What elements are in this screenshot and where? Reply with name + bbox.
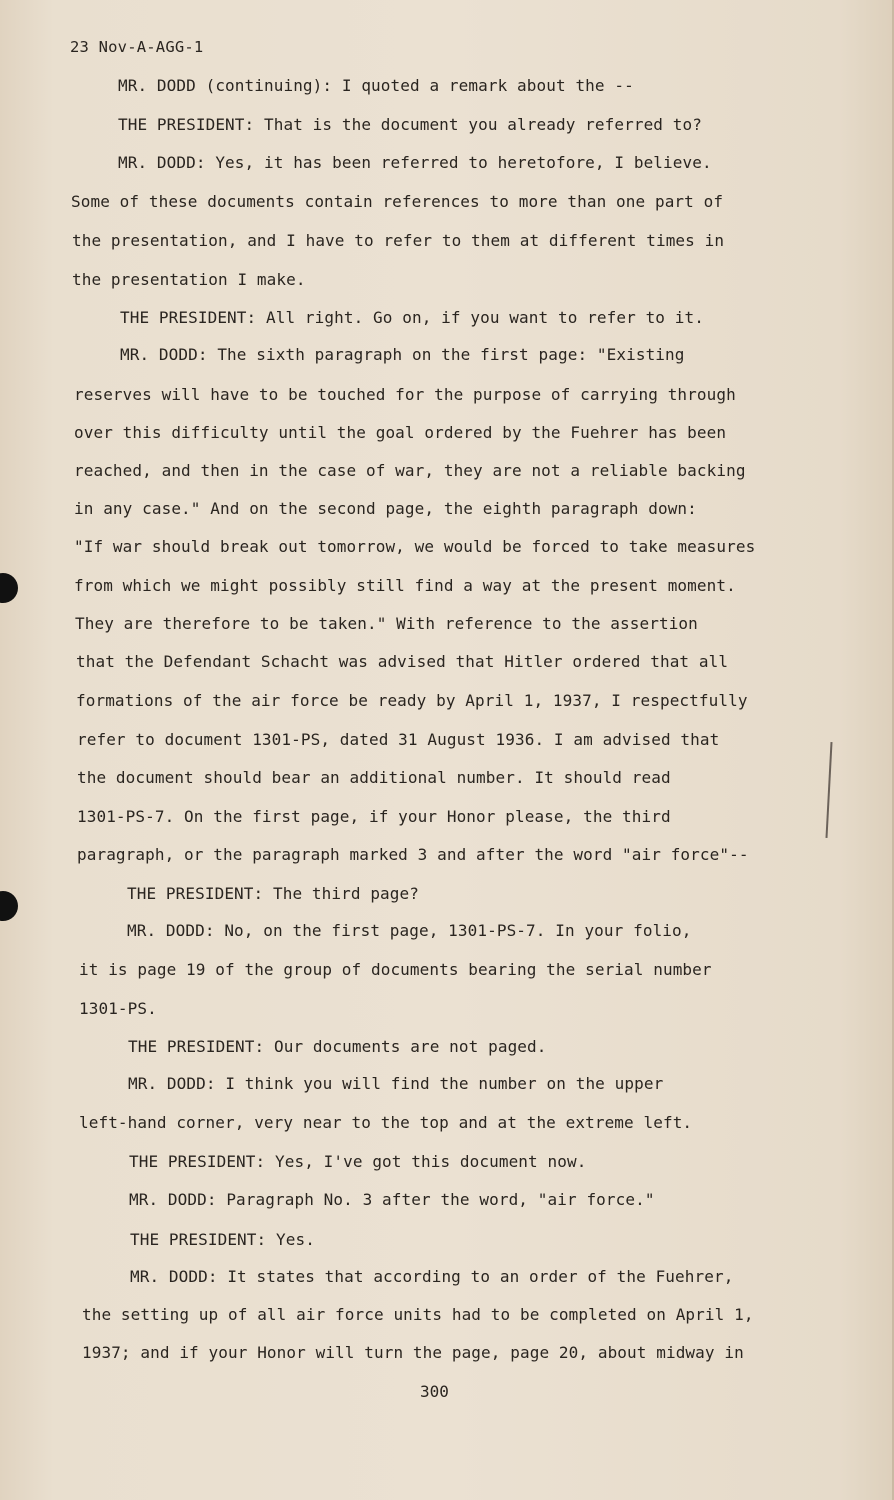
transcript-line: the setting up of all air force units had to be completed on April 1, (82, 1305, 754, 1324)
transcript-line: paragraph, or the paragraph marked 3 and after the word "air force"-- (77, 845, 749, 864)
transcript-line: They are therefore to be taken." With reference to the assertion (75, 614, 698, 633)
transcript-line: MR. DODD (continuing): I quoted a remark about the -- (118, 76, 634, 95)
transcript-line: MR. DODD: Paragraph No. 3 after the word, "air force." (129, 1190, 655, 1209)
transcript-line: MR. DODD: No, on the first page, 1301-PS-7. In your folio, (127, 921, 692, 940)
transcript-line: left-hand corner, very near to the top and at the extreme left. (79, 1113, 693, 1132)
transcript-line: THE PRESIDENT: Yes, I've got this document now. (129, 1152, 587, 1171)
transcript-line: THE PRESIDENT: That is the document you already referred to? (118, 115, 702, 134)
transcript-line: that the Defendant Schacht was advised that Hitler ordered that all (76, 652, 729, 671)
transcript-line: it is page 19 of the group of documents bearing the serial number (79, 960, 712, 979)
transcript-line: reached, and then in the case of war, they are not a reliable backing (74, 461, 746, 480)
transcript-line: "If war should break out tomorrow, we would be forced to take measures (74, 537, 756, 556)
transcript-line: THE PRESIDENT: Our documents are not paged. (128, 1037, 547, 1056)
transcript-line: refer to document 1301-PS, dated 31 August 1936. I am advised that (77, 730, 720, 749)
transcript-line: THE PRESIDENT: All right. Go on, if you want to refer to it. (120, 308, 704, 327)
page-number: 300 (420, 1382, 449, 1401)
transcript-line: MR. DODD: The sixth paragraph on the first page: "Existing (120, 345, 685, 364)
transcript-line: THE PRESIDENT: Yes. (130, 1230, 315, 1249)
transcript-line: reserves will have to be touched for the purpose of carrying through (74, 385, 736, 404)
transcript-line: THE PRESIDENT: The third page? (127, 884, 419, 903)
transcript-line: in any case." And on the second page, the eighth paragraph down: (74, 499, 697, 518)
transcript-line: MR. DODD: Yes, it has been referred to heretofore, I believe. (118, 153, 712, 172)
transcript-line: MR. DODD: I think you will find the number on the upper (128, 1074, 664, 1093)
document-reference-header: 23 Nov-A-AGG-1 (70, 38, 204, 56)
transcript-line: 1301-PS. (79, 999, 157, 1018)
punch-hole-top (0, 573, 18, 603)
transcript-line: Some of these documents contain references to more than one part of (71, 192, 724, 211)
transcript-line: 1937; and if your Honor will turn the page, page 20, about midway in (82, 1343, 744, 1362)
transcript-line: the presentation I make. (72, 270, 306, 289)
punch-hole-bottom (0, 891, 18, 921)
transcript-line: formations of the air force be ready by April 1, 1937, I respectfully (76, 691, 748, 710)
transcript-line: the document should bear an additional number. It should read (77, 768, 671, 787)
transcript-line: from which we might possibly still find a way at the present moment. (74, 576, 736, 595)
transcript-line: over this difficulty until the goal ordered by the Fuehrer has been (74, 423, 727, 442)
transcript-line: the presentation, and I have to refer to them at different times in (72, 231, 725, 250)
transcript-line: MR. DODD: It states that according to an order of the Fuehrer, (130, 1267, 734, 1286)
transcript-line: 1301-PS-7. On the first page, if your Honor please, the third (77, 807, 671, 826)
margin-pencil-mark (825, 742, 832, 838)
